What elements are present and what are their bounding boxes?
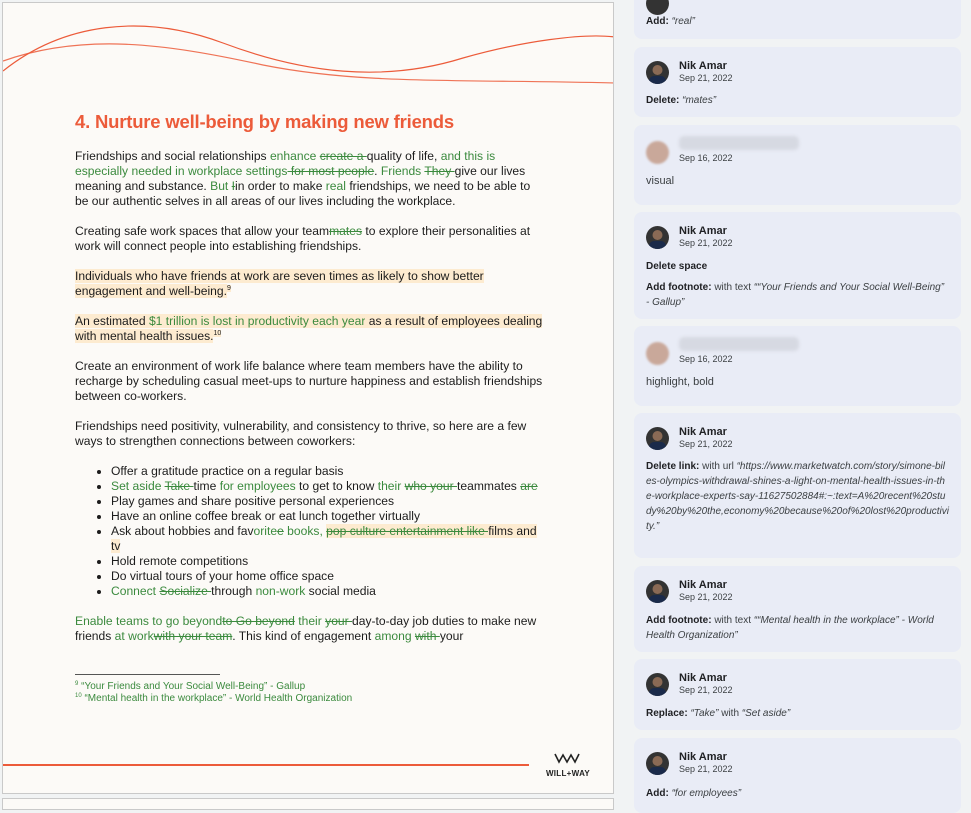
avatar xyxy=(646,0,669,15)
comment-card[interactable]: Sep 16, 2022 highlight, bold xyxy=(634,326,961,406)
suggestion-card[interactable]: Nik Amar Sep 21, 2022 Add: “for employees” xyxy=(634,738,961,813)
list-item: • Ask about hobbies and favoritee books, pop culture entertainment like films and tv xyxy=(111,524,545,554)
list-item: • Hold remote competitions xyxy=(111,554,545,569)
suggestion-card[interactable]: Nik Amar Sep 21, 2022 Delete link: with url “https://www.marketwatch.com/story/simone-biles-olympics-withdrawal-shines-a-light-on-mental-health-issues-in-the-workplace-experts-say-11627502884#:~:text=A%20recent%20study%20by%20the,economy%20because%20of%20lost%20productivity.” xyxy=(634,413,961,558)
avatar xyxy=(646,226,669,249)
list-item: • Offer a gratitude practice on a regular basis xyxy=(111,464,545,479)
avatar xyxy=(646,673,669,696)
list-item: • Have an online coffee break or eat lunch together virtually xyxy=(111,509,545,524)
list-item: • Do virtual tours of your home office space xyxy=(111,569,545,584)
paragraph-safe-spaces: Creating safe work spaces that allow your teammates to explore their personalities at work will connect people into establishing friendships. xyxy=(75,224,531,253)
document-body[interactable] xyxy=(75,111,545,659)
suggestion-card[interactable]: Nik Amar Sep 21, 2022 Replace: “Take” with “Set aside” xyxy=(634,659,961,730)
list-item: • Set aside Take time for employees to get to know their who your teammates are xyxy=(111,479,545,494)
suggestion-card[interactable]: Nik Amar Sep 21, 2022 Delete: “mates” xyxy=(634,47,961,117)
redacted-name xyxy=(679,337,799,351)
will-way-logo: WILL+WAY xyxy=(543,751,593,778)
footnote-10: $^{10}$ “Mental health in the workplace” - World Health Organization xyxy=(75,693,353,704)
footnote-divider xyxy=(75,674,220,675)
list-item: • Play games and share positive personal experiences xyxy=(111,494,545,509)
avatar xyxy=(646,427,669,450)
redacted-name xyxy=(679,136,799,150)
next-page-edge xyxy=(2,798,614,810)
footnote-9: $^9$ “Your Friends and Your Social Well-Being” - Gallup xyxy=(75,681,306,692)
paragraph-positivity: Friendships need positivity, vulnerability, and consistency to thrive, so here are a few ways to strengthen connections between coworkers: xyxy=(75,419,527,448)
logo-mark-icon xyxy=(554,752,582,764)
list-item: • Connect Socialize through non-work social media xyxy=(111,584,545,599)
document-page xyxy=(2,2,614,794)
footnotes xyxy=(75,681,352,705)
paragraph-seven-times: Individuals who have friends at work are seven times as likely to show better engagement and well-being.$^9$ xyxy=(75,269,484,298)
avatar xyxy=(646,752,669,775)
suggestion-card[interactable]: Nik Amar Sep 21, 2022 Add footnote: with text ““Mental health in the workplace” - World Health Organization” xyxy=(634,566,961,652)
paragraph-friendships: Friendships and social relationships enhance create a quality of life, and this is especially needed in workplace settings for most people. Friends They give our lives meaning and substance. But Iin order to make real friendships, we need to be able to be our authentic selves in all areas of our lives including the workplace. xyxy=(75,149,531,208)
paragraph-enable-teams: Enable teams to go beyondto Go beyond their your day-to-day job duties to make new friends at workwith your team. This kind of engagement among with your xyxy=(75,614,537,643)
section-heading: 4. Nurture well-being by making new friends xyxy=(75,111,454,132)
paragraph-trillion: An estimated $1 trillion is lost in productivity each year as a result of employees dealing with mental health issues.$^{10}$ xyxy=(75,314,543,343)
ways-list xyxy=(75,464,545,599)
suggestion-card[interactable]: Nik Amar Sep 21, 2022 Delete space Add footnote: with text ““Your Friends and Your Social Well-Being” - Gallup” xyxy=(634,212,961,319)
footer-line xyxy=(3,763,533,767)
paragraph-balance: Create an environment of work life balance where team members have the ability to recharge by scheduling casual meet-ups to nurture happiness and establish friendships between co-workers. xyxy=(75,359,543,403)
decorative-wave-top xyxy=(3,3,614,103)
comment-card[interactable]: Sep 16, 2022 visual xyxy=(634,125,961,205)
avatar xyxy=(646,580,669,603)
suggestion-card[interactable]: Add: “real” xyxy=(634,0,961,39)
avatar xyxy=(646,342,669,365)
avatar xyxy=(646,61,669,84)
avatar xyxy=(646,141,669,164)
